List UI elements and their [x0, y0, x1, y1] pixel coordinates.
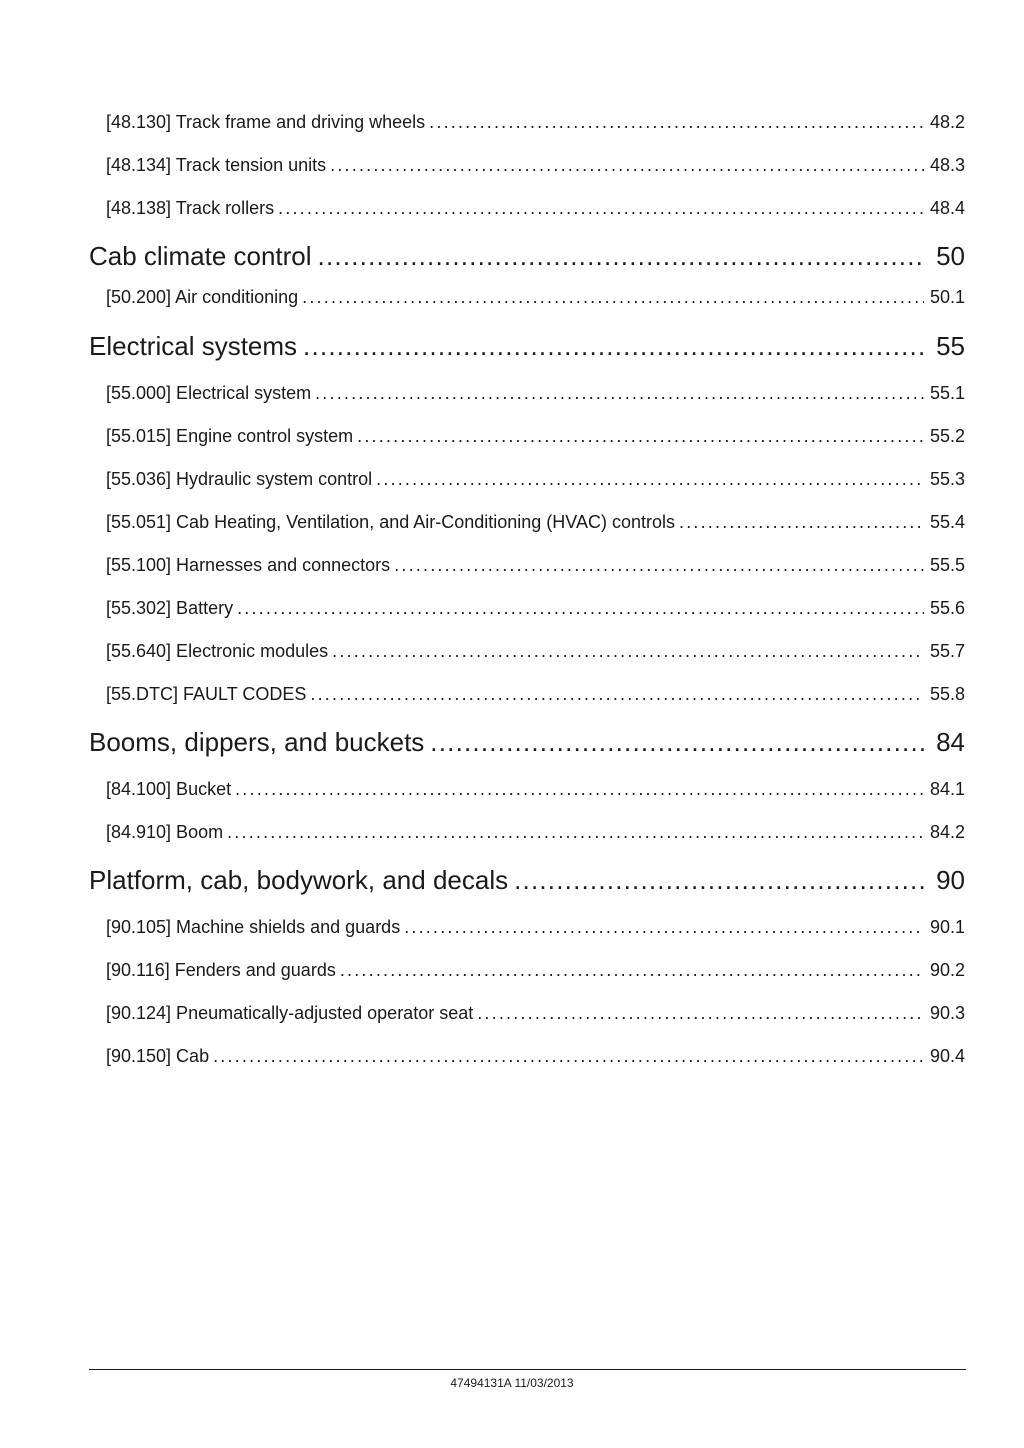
- toc-entry-label: [55.DTC] FAULT CODES: [106, 684, 307, 704]
- toc-entry-55-015[interactable]: [106, 426, 965, 452]
- toc-section-page: 84: [936, 727, 965, 757]
- dot-leader: [514, 865, 926, 896]
- toc-entry-page: 50.1: [929, 287, 965, 307]
- toc-entry-label: [55.100] Harnesses and connectors: [106, 555, 391, 575]
- toc-entry-page: 55.6: [929, 598, 965, 618]
- toc-entry-label: [90.124] Pneumatically-adjusted operator seat: [106, 1003, 474, 1023]
- toc-section-page: 55: [936, 331, 965, 361]
- toc-entry-48-130[interactable]: [106, 112, 965, 138]
- toc-entry-55-036[interactable]: [106, 469, 965, 495]
- toc-entry-page: 48.3: [929, 155, 965, 175]
- toc-entry-90-150[interactable]: [106, 1046, 965, 1072]
- dot-leader: [394, 555, 924, 576]
- dot-leader: [310, 684, 924, 705]
- toc-section-cab-climate-control[interactable]: [89, 241, 965, 277]
- toc-entry-label: [55.000] Electrical system: [106, 383, 312, 403]
- dot-leader: [357, 426, 924, 447]
- toc-entry-55-302[interactable]: [106, 598, 965, 624]
- toc-entry-page: 90.4: [929, 1046, 965, 1066]
- dot-leader: [302, 287, 924, 308]
- dot-leader: [376, 469, 924, 490]
- toc-section-platform-cab-bodywork-decals[interactable]: [89, 865, 965, 901]
- toc-entry-50-200[interactable]: [106, 287, 965, 313]
- toc-entry-48-134[interactable]: [106, 155, 965, 181]
- toc-entry-label: [90.150] Cab: [106, 1046, 210, 1066]
- toc-section-label: Cab climate control: [89, 241, 312, 271]
- toc-section-page: 50: [936, 241, 965, 271]
- dot-leader: [237, 598, 924, 619]
- toc-entry-90-124[interactable]: [106, 1003, 965, 1029]
- toc-entry-label: [55.302] Battery: [106, 598, 234, 618]
- dot-leader: [679, 512, 924, 533]
- toc-entry-label: [90.116] Fenders and guards: [106, 960, 336, 980]
- toc-entry-page: 84.1: [929, 779, 965, 799]
- toc-entry-page: 90.2: [929, 960, 965, 980]
- dot-leader: [429, 112, 924, 133]
- toc-entry-page: 55.1: [929, 383, 965, 403]
- toc-entry-48-138[interactable]: [106, 198, 965, 224]
- toc-entry-label: [55.015] Engine control system: [106, 426, 354, 446]
- toc-entry-84-910[interactable]: [106, 822, 965, 848]
- toc-section-page: 90: [936, 865, 965, 895]
- toc-entry-label: [55.036] Hydraulic system control: [106, 469, 373, 489]
- toc-entry-page: 55.8: [929, 684, 965, 704]
- toc-entry-label: [48.134] Track tension units: [106, 155, 327, 175]
- toc-entry-55-100[interactable]: [106, 555, 965, 581]
- toc-entry-page: 55.2: [929, 426, 965, 446]
- toc-entry-90-105[interactable]: [106, 917, 965, 943]
- toc-entry-55-640[interactable]: [106, 641, 965, 667]
- dot-leader: [303, 331, 926, 362]
- footer-doc-code: 47494131A 11/03/2013: [450, 1376, 574, 1390]
- dot-leader: [315, 383, 924, 404]
- toc-entry-page: 55.7: [929, 641, 965, 661]
- toc-entry-label: [55.640] Electronic modules: [106, 641, 329, 661]
- toc-entry-84-100[interactable]: [106, 779, 965, 805]
- toc-entry-page: 90.3: [929, 1003, 965, 1023]
- dot-leader: [340, 960, 924, 981]
- toc-section-label: Platform, cab, bodywork, and decals: [89, 865, 509, 895]
- toc-entry-page: 55.3: [929, 469, 965, 489]
- dot-leader: [330, 155, 924, 176]
- toc-entry-label: [55.051] Cab Heating, Ventilation, and Air-Conditioning (HVAC) controls: [106, 512, 675, 532]
- toc-entry-label: [84.910] Boom: [106, 822, 224, 842]
- toc-entry-55-000[interactable]: [106, 383, 965, 409]
- dot-leader: [332, 641, 924, 662]
- toc-section-label: Booms, dippers, and buckets: [89, 727, 425, 757]
- toc-entry-page: 55.4: [929, 512, 965, 532]
- toc-entry-page: 48.4: [929, 198, 965, 218]
- toc-entry-label: [50.200] Air conditioning: [106, 287, 299, 307]
- toc-section-booms-dippers-buckets[interactable]: [89, 727, 965, 763]
- toc-section-electrical-systems[interactable]: [89, 331, 965, 367]
- dot-leader: [477, 1003, 924, 1024]
- toc-entry-label: [90.105] Machine shields and guards: [106, 917, 401, 937]
- toc-entry-label: [84.100] Bucket: [106, 779, 232, 799]
- dot-leader: [227, 822, 924, 843]
- dot-leader: [278, 198, 924, 219]
- dot-leader: [430, 727, 926, 758]
- toc-section-label: Electrical systems: [89, 331, 298, 361]
- dot-leader: [404, 917, 924, 938]
- toc-entry-page: 55.5: [929, 555, 965, 575]
- toc-entry-90-116[interactable]: [106, 960, 965, 986]
- dot-leader: [318, 241, 927, 272]
- toc-entry-page: 84.2: [929, 822, 965, 842]
- toc-entry-55-051[interactable]: [106, 512, 965, 538]
- dot-leader: [213, 1046, 924, 1067]
- toc-entry-label: [48.130] Track frame and driving wheels: [106, 112, 426, 132]
- toc-entry-page: 90.1: [929, 917, 965, 937]
- toc-entry-55-dtc[interactable]: [106, 684, 965, 710]
- footer-divider: [89, 1369, 966, 1370]
- dot-leader: [235, 779, 924, 800]
- toc-entry-label: [48.138] Track rollers: [106, 198, 275, 218]
- toc-entry-page: 48.2: [929, 112, 965, 132]
